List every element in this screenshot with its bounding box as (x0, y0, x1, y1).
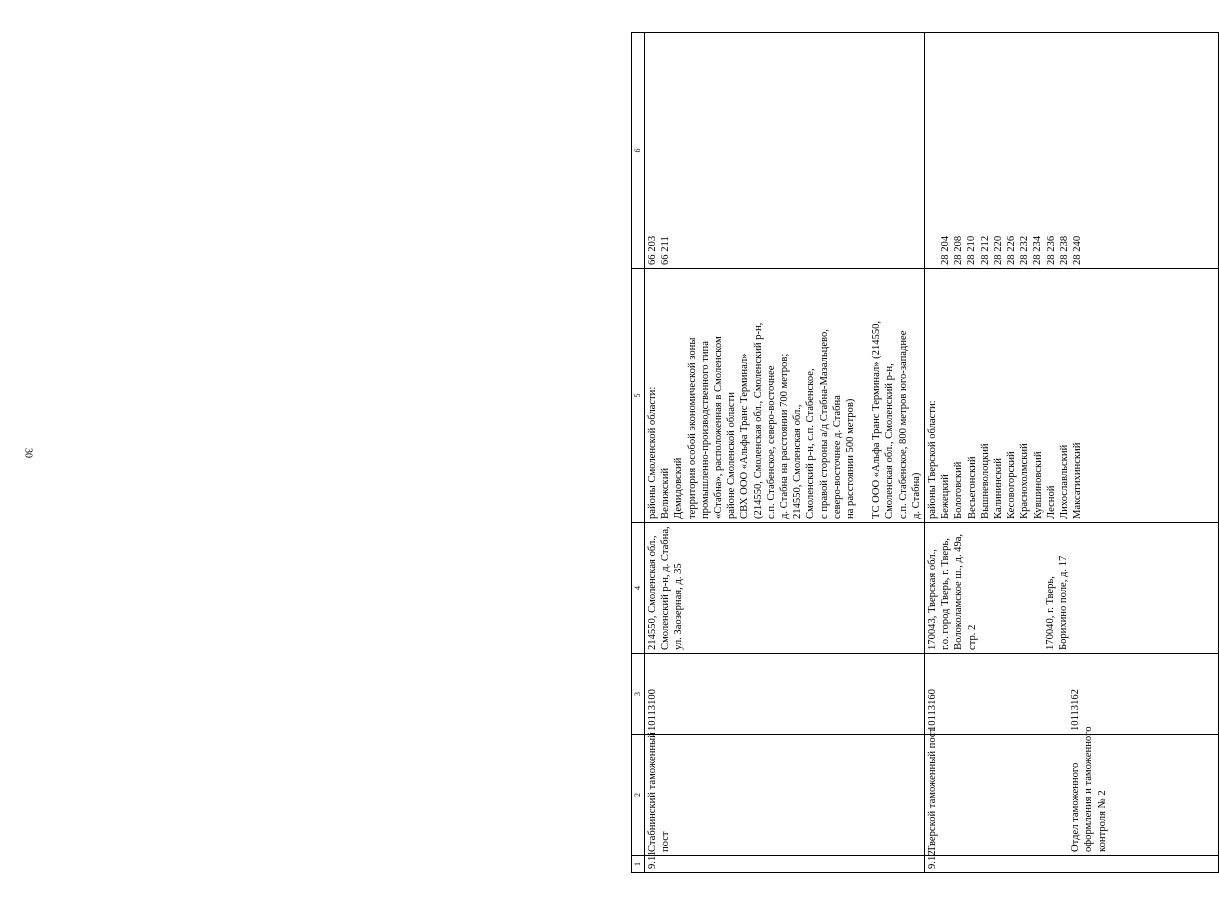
text-line: 170043, Тверская обл., (927, 549, 939, 650)
document-sheet (43, 33, 1108, 873)
text-line: Максатихинский (1072, 442, 1084, 519)
text-line: 9.12 (927, 850, 939, 869)
text-line: Смоленский р-н, с.п. Стабенское, (805, 368, 817, 519)
text-line: 28 238 (1058, 235, 1070, 265)
row-number (645, 850, 925, 873)
post-code-cell (925, 654, 1219, 735)
sub-post-name-line: Отдел таможенного (1070, 762, 1082, 852)
col-header-5: 5 (632, 269, 645, 523)
sub-post-code: 10113162 (1070, 689, 1082, 731)
text-line: г.о. город Тверь, г. Тверь, (940, 538, 952, 650)
text-line: 66 211 (660, 236, 672, 265)
text-line: 28 212 (979, 235, 991, 265)
col-header-1: 1 (632, 856, 645, 873)
territory-cell (925, 269, 1219, 523)
customs-posts-table (631, 32, 1219, 873)
post-code-cell (645, 654, 925, 735)
okato-cell (925, 33, 1219, 269)
text-line: 28 236 (1045, 235, 1057, 265)
text-line: северо-восточнее д. Стабна (831, 395, 843, 519)
text-line: 28 226 (1006, 235, 1018, 265)
sub-post-name-line: оформления и таможенного (1083, 726, 1095, 852)
text-line: Тверской таможенный пост (927, 727, 939, 852)
text-line: Бологовский (953, 461, 965, 519)
text-line: Вышневолоцкий (979, 443, 991, 519)
text-line: Смоленский р-н, д. Стабна, (660, 526, 672, 650)
spacer (857, 272, 870, 519)
column-numbers-row (632, 33, 645, 873)
text-line: промышленно-производственного типа (699, 341, 711, 519)
table-row (645, 33, 925, 873)
text-line: стр. 2 (966, 624, 978, 650)
text-line: 10113100 (647, 689, 658, 731)
post-name-line: пост (660, 831, 672, 852)
text-line: д. Стабна) (910, 472, 922, 519)
text-line: СВХ ООО «Альфа Транс Терминал» (739, 353, 751, 519)
text-line: 28 232 (1019, 235, 1031, 265)
text-line: д. Стабна на расстоянии 700 метров; (779, 353, 791, 519)
col-header-2: 2 (632, 735, 645, 856)
text-line: 9.11 (647, 850, 658, 869)
text-line: 28 240 (1072, 235, 1084, 265)
sub-post-name-line: контроля № 2 (1096, 790, 1108, 852)
text-line: «Стабна», расположенная в Смоленском (713, 336, 725, 519)
text-line: (214550, Смоленская обл., Смоленский р-н, (752, 322, 764, 519)
text-line: Кесовогорский (1006, 451, 1018, 519)
post-name-cell (925, 726, 1219, 856)
text-line: Краснохолмский (1019, 443, 1031, 519)
text-line: с правой стороны а/д Стабна-Мазальцево, (818, 329, 830, 519)
address-cell (645, 523, 925, 654)
spacer (926, 36, 939, 265)
text-line: Велижский (660, 467, 672, 519)
text-line: Борихино поле, д. 17 (1058, 555, 1070, 650)
text-line: 66 203 (647, 235, 658, 265)
text-line: ТС ООО «Альфа Транс Терминал» (214550, (871, 320, 883, 519)
text-line: Бежецкий (940, 474, 952, 519)
text-line: Калининский (993, 458, 1005, 519)
spacer (979, 526, 1044, 650)
text-line: территория особой экономической зоны (686, 337, 698, 519)
text-line: Лесной (1045, 485, 1057, 519)
text-line: Демидовский (673, 457, 685, 519)
col-header-6: 6 (632, 33, 645, 269)
text-line: 28 210 (966, 235, 978, 265)
okato-cell (645, 33, 925, 269)
col-header-4: 4 (632, 523, 645, 654)
address-cell (925, 523, 1219, 654)
spacer (939, 657, 1069, 731)
text-line: 28 220 (992, 235, 1004, 265)
post-name-line: Стабнинский таможенный (647, 732, 658, 852)
rotated-table-wrapper (631, 33, 1219, 873)
text-line: Весьегонский (966, 456, 978, 519)
text-line: ул. Заозерная, д. 35 (673, 563, 685, 650)
text-line: 28 208 (953, 235, 965, 265)
text-line: Лихославльский (1059, 444, 1071, 519)
row-number (925, 850, 1219, 873)
table-row (925, 33, 1219, 873)
text-line: с.п. Стабенское, северо-восточнее (765, 365, 777, 519)
text-line: 28 204 (940, 235, 952, 265)
text-line: районы Смоленской области: (647, 386, 658, 519)
col-header-3: 3 (632, 654, 645, 735)
text-line: Волоколамское ш., д. 49а, (953, 533, 965, 650)
text-line: районе Смоленской области (726, 392, 738, 519)
text-line: 214550, Смоленская обл., (647, 535, 658, 650)
text-line: 214550, Смоленская обл., (792, 404, 804, 519)
territory-cell (645, 269, 925, 523)
spacer (939, 738, 1069, 852)
text-line: районы Тверской области: (927, 400, 939, 519)
text-line: 28 234 (1032, 235, 1044, 265)
text-line: на расстоянии 500 метров) (845, 398, 857, 519)
text-line: Смоленская обл., Смоленский р-н, (884, 363, 896, 519)
post-name-cell (645, 732, 925, 856)
text-line: Кувшиновский (1032, 451, 1044, 519)
text-line: с.п. Стабенское, 800 метров юго-западнее (897, 330, 909, 519)
text-line: 170040, г. Тверь, (1044, 576, 1056, 650)
text-line: 10113160 (927, 689, 939, 731)
